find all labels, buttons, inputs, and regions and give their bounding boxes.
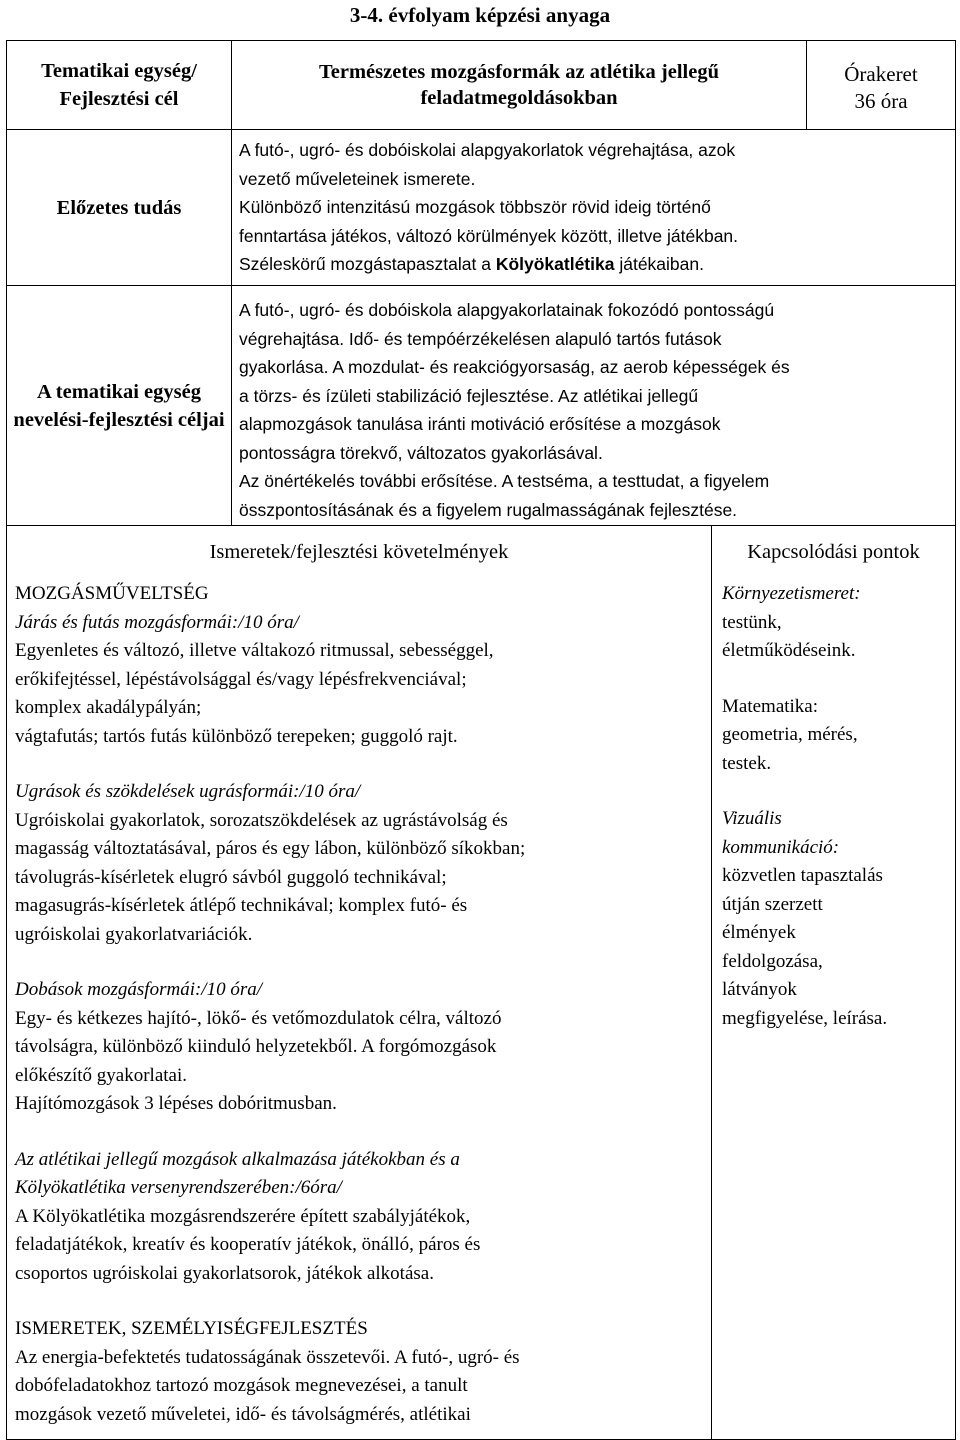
text-line: geometria, mérés, xyxy=(722,724,858,745)
text-line: előkészítő gyakorlatai. xyxy=(15,1064,187,1086)
env-title xyxy=(722,580,954,609)
text-fragment: Széleskörű mozgástapasztalat a xyxy=(239,254,496,274)
text-line: testek. xyxy=(722,752,772,774)
text-line: testünk, xyxy=(722,611,782,633)
text-line: közvetlen tapasztalás xyxy=(722,865,883,886)
hours-cell xyxy=(807,41,955,129)
table-border-right xyxy=(955,40,956,1440)
spacer xyxy=(722,666,954,693)
text-line: csoportos ugróiskolai gyakorlatsorok, játékok alkotása. xyxy=(15,1262,434,1284)
throw-title-text: Dobások mozgásformái:/10 óra/ xyxy=(15,979,263,1000)
text-line: gyakorlása. A mozdulat- és reakciógyorsaság, az aerob képességek és xyxy=(239,357,790,377)
spacer xyxy=(15,949,709,976)
visual-title xyxy=(722,834,954,863)
topic-cell xyxy=(232,41,806,129)
row-divider xyxy=(6,525,956,526)
hours-label: Órakeret xyxy=(844,62,918,86)
goals-label-cell xyxy=(7,286,231,525)
spacer xyxy=(15,751,709,778)
text-line: útján szerzett xyxy=(722,893,823,915)
games-title xyxy=(15,1174,709,1203)
visual-title-text: kommunikáció: xyxy=(722,836,840,858)
text-line: A Kölyökatlétika mozgásrendszerére épített szabályjátékok, xyxy=(15,1205,471,1227)
spacer xyxy=(15,1119,709,1146)
curriculum-table xyxy=(6,40,956,1440)
math-title: Matematika: xyxy=(722,695,819,717)
text-line: alapmozgások tanulása iránti motiváció erősítése a mozgások xyxy=(239,414,721,434)
header-label-cell xyxy=(7,41,231,129)
text-line: megfigyelése, leírása. xyxy=(722,1007,888,1029)
text-line: A futó-, ugró- és dobóiskola alapgyakorlatainak fokozódó pontosságú xyxy=(239,300,775,320)
text-line: fenntartása játékos, változó körülmények között, illetve játékban. xyxy=(239,225,739,246)
jump-title-text: Ugrások és szökdelések ugrásformái:/10 óra/ xyxy=(15,781,361,802)
goals-label: A tematikai egység nevelési-fejlesztési céljai xyxy=(13,380,225,431)
text-line: Ugróiskolai gyakorlatok, sorozatszökdelések az ugrástávolság és xyxy=(15,809,508,831)
text-line: A futó-, ugró- és dobóiskolai alapgyakorlatok végrehajtása, azok xyxy=(239,140,736,160)
throw-title xyxy=(15,976,709,1005)
text-line: dobófeladatokhoz tartozó mozgások megnevezései, a tanult xyxy=(15,1375,468,1396)
prior-knowledge-label-cell xyxy=(7,130,231,285)
visual-title xyxy=(722,805,954,834)
text-line: távolságra, különböző kiinduló helyzetekből. A forgómozgások xyxy=(15,1036,497,1057)
text-line: végrehajtása. Idő- és tempóérzékelésen alapuló tartós futások xyxy=(239,328,722,349)
requirements-header: Ismeretek/fejlesztési követelmények xyxy=(209,541,509,563)
jump-title xyxy=(15,778,709,807)
walk-title xyxy=(15,609,709,638)
text-line: összpontosításának és a figyelem rugalmasságának fejlesztése. xyxy=(239,499,738,520)
section-title: ISMERETEK, SZEMÉLYISÉGFEJLESZTÉS xyxy=(15,1318,368,1339)
text-line: vágtafutás; tartós futás különböző terepeken; guggoló rajt. xyxy=(15,725,458,747)
hours-value: 36 óra xyxy=(854,89,908,113)
text-line: életműködéseink. xyxy=(722,640,856,661)
games-title-text: Az atlétikai jellegű mozgások alkalmazása játékokban és a xyxy=(15,1148,460,1170)
games-title-text: Kölyökatlétika versenyrendszerében:/6óra/ xyxy=(15,1177,342,1198)
text-line: komplex akadálypályán; xyxy=(15,697,202,718)
games-title xyxy=(15,1146,709,1175)
text-line: feladatjátékok, kreatív és kooperatív játékok, önálló, páros és xyxy=(15,1234,481,1255)
text-fragment: játékaiban. xyxy=(614,254,704,274)
text-line: Egy- és kétkezes hajító-, lökő- és vetőmozdulatok célra, változó xyxy=(15,1007,502,1029)
text-line: látványok xyxy=(722,979,797,1000)
text-line: a törzs- és ízületi stabilizáció fejlesztése. Az atlétikai jellegű xyxy=(239,385,699,406)
text-line: Hajítómozgások 3 lépéses dobóritmusban. xyxy=(15,1093,337,1114)
text-line: vezető műveleteinek ismerete. xyxy=(239,168,476,189)
links-content xyxy=(722,580,954,1033)
header-label: Tematikai egység/ Fejlesztési cél xyxy=(41,60,197,110)
prior-knowledge-content xyxy=(239,136,949,279)
text-line: Különböző intenzitású mozgások többször rövid ideig történő xyxy=(239,197,711,217)
goals-content xyxy=(239,296,951,524)
prior-knowledge-label: Előzetes tudás xyxy=(56,196,182,219)
text-line: pontosságra törekvő, változatos gyakorlásával. xyxy=(239,442,603,463)
kolyokatletika-bold: Kölyökatlétika xyxy=(495,254,615,274)
page-title: 3-4. évfolyam képzési anyaga xyxy=(349,3,611,27)
topic-title: Természetes mozgásformák az atlétika jellegű feladatmegoldásokban xyxy=(318,61,719,109)
section-title: MOZGÁSMŰVELTSÉG xyxy=(15,583,209,604)
text-line: feldolgozása, xyxy=(722,950,823,972)
text-line: távolugrás-kísérletek elugró sávból guggoló technikával; xyxy=(15,866,447,888)
text-line: magasság változtatásával, páros és egy lábon, különböző síkokban; xyxy=(15,838,526,859)
col-divider xyxy=(711,525,712,1440)
text-line: Az önértékelés további erősítése. A testséma, a testtudat, a figyelem xyxy=(239,471,770,491)
spacer xyxy=(15,1288,709,1315)
text-line: Az energia-befektetés tudatosságának összetevői. A futó-, ugró- és xyxy=(15,1346,520,1368)
text-line: ugróiskolai gyakorlatvariációk. xyxy=(15,923,253,945)
text-line: Egyenletes és változó, illetve váltakozó ritmussal, sebességgel, xyxy=(15,640,494,661)
visual-title-text: Vizuális xyxy=(722,808,782,829)
text-line: erőkifejtéssel, lépéstávolsággal és/vagy lépésfrekvenciával; xyxy=(15,668,467,690)
walk-title-text: Járás és futás mozgásformái:/10 óra/ xyxy=(15,611,299,633)
text-line: élmények xyxy=(722,922,796,943)
spacer xyxy=(722,778,954,805)
text-line xyxy=(239,250,949,279)
links-header: Kapcsolódási pontok xyxy=(747,541,920,563)
text-line: magasugrás-kísérletek átlépő technikával; komplex futó- és xyxy=(15,895,468,916)
requirements-content xyxy=(15,580,709,1429)
text-line: mozgások vezető műveletei, idő- és távolságmérés, atlétikai xyxy=(15,1403,471,1425)
env-title-text: Környezetismeret: xyxy=(722,583,861,604)
